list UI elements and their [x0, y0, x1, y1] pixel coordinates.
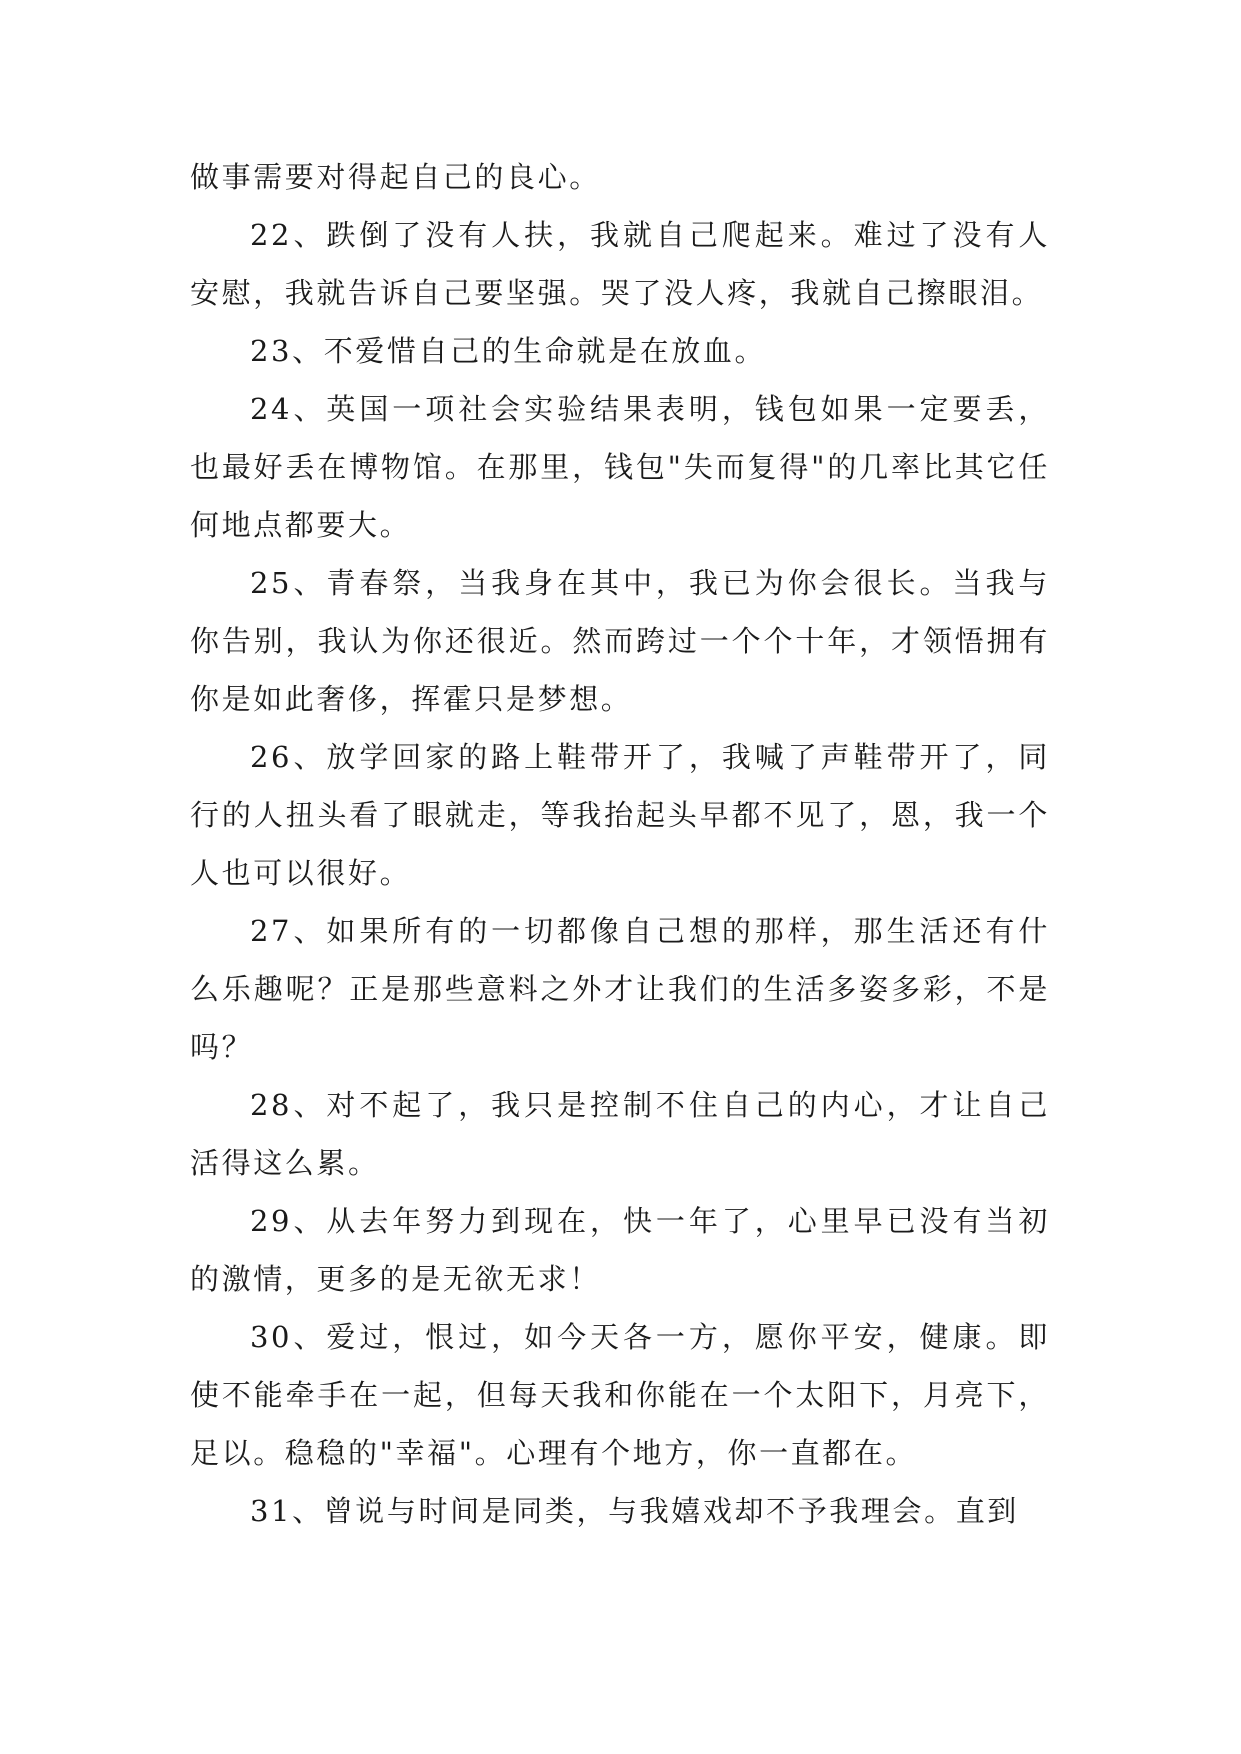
- paragraph-26: 26、放学回家的路上鞋带开了，我喊了声鞋带开了，同行的人扭头看了眼就走，等我抬起头早都不见了，恩，我一个人也可以很好。: [190, 740, 1050, 890]
- paragraph-22: 22、跌倒了没有人扶，我就自己爬起来。难过了没有人安慰，我就告诉自己要坚强。哭了没人疼，我就自己擦眼泪。: [190, 218, 1050, 310]
- paragraph-28: 28、对不起了，我只是控制不住自己的内心，才让自己活得这么累。: [190, 1088, 1050, 1180]
- paragraph-25: 25、青春祭，当我身在其中，我已为你会很长。当我与你告别，我认为你还很近。然而跨过一个个十年，才领悟拥有你是如此奢侈，挥霍只是梦想。: [190, 566, 1050, 716]
- paragraph-24: 24、英国一项社会实验结果表明，钱包如果一定要丢，也最好丢在博物馆。在那里，钱包"失而复得"的几率比其它任何地点都要大。: [190, 392, 1050, 542]
- paragraph-27: 27、如果所有的一切都像自己想的那样，那生活还有什么乐趣呢？正是那些意料之外才让我们的生活多姿多彩，不是吗？: [190, 914, 1050, 1064]
- paragraph-29: 29、从去年努力到现在，快一年了，心里早已没有当初的激情，更多的是无欲无求！: [190, 1204, 1050, 1296]
- paragraph-continuation: 做事需要对得起自己的良心。: [190, 160, 601, 194]
- paragraph-23: 23、不爱惜自己的生命就是在放血。: [250, 334, 767, 368]
- document-body: [190, 148, 1050, 1540]
- paragraph-30: 30、爱过，恨过，如今天各一方，愿你平安，健康。即使不能牵手在一起，但每天我和你能在一个太阳下，月亮下，足以。稳稳的"幸福"。心理有个地方，你一直都在。: [190, 1320, 1050, 1470]
- paragraph-31: 31、曾说与时间是同类，与我嬉戏却不予我理会。直到: [250, 1494, 1019, 1528]
